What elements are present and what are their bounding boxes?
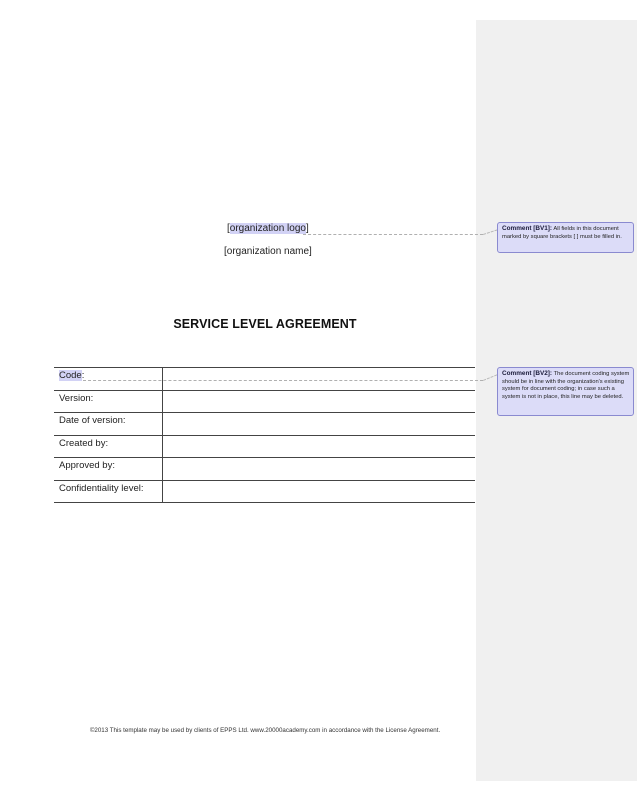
created-by-value-cell[interactable]	[162, 435, 475, 458]
comment-heading: Comment [BV1]:	[502, 225, 553, 232]
comment-connector-bv1	[303, 234, 483, 235]
comment-anchor-bv2[interactable]: Code	[59, 370, 82, 381]
document-title: SERVICE LEVEL AGREEMENT	[173, 317, 357, 331]
copyright-footer: ©2013 This template may be used by clients of EPPS Ltd. www.20000academy.com in accordance with the License Agreement.	[89, 727, 441, 734]
date-of-version-label: Date of version:	[54, 413, 162, 436]
comment-balloon-bv1[interactable]	[497, 222, 634, 253]
table-row-created-by	[54, 435, 475, 458]
code-value-cell[interactable]	[162, 368, 475, 391]
organization-name-placeholder[interactable]: [organization name]	[224, 246, 312, 257]
code-label: Code:	[54, 368, 162, 391]
bracket-open: [	[227, 223, 230, 234]
created-by-label: Created by:	[54, 435, 162, 458]
confidentiality-level-value-cell[interactable]	[162, 480, 475, 503]
comment-heading: Comment [BV2]:	[502, 370, 553, 377]
version-label: Version:	[54, 390, 162, 413]
document-info-table	[54, 367, 475, 503]
comment-balloon-bv2[interactable]	[497, 367, 634, 416]
table-row-confidentiality-level	[54, 480, 475, 503]
table-row-code	[54, 368, 475, 391]
table-row-approved-by	[54, 458, 475, 481]
bracket-close: ]	[305, 223, 309, 234]
organization-logo-placeholder[interactable]	[227, 222, 309, 235]
table-row-date-of-version	[54, 413, 475, 436]
comment-text: All fields in this document marked by square brackets [ ] must be filled in.	[502, 226, 622, 240]
approved-by-label: Approved by:	[54, 458, 162, 481]
version-value-cell[interactable]	[162, 390, 475, 413]
comment-text: The document coding system should be in line with the organization's existing system for document coding; in case such a system is not in place, this line may be deleted.	[502, 371, 630, 400]
comment-anchor-bv1[interactable]: organization logo	[229, 223, 306, 234]
confidentiality-level-label: Confidentiality level:	[54, 480, 162, 503]
approved-by-value-cell[interactable]	[162, 458, 475, 481]
date-of-version-value-cell[interactable]	[162, 413, 475, 436]
table-row-version	[54, 390, 475, 413]
comment-connector-bv2	[83, 380, 483, 381]
